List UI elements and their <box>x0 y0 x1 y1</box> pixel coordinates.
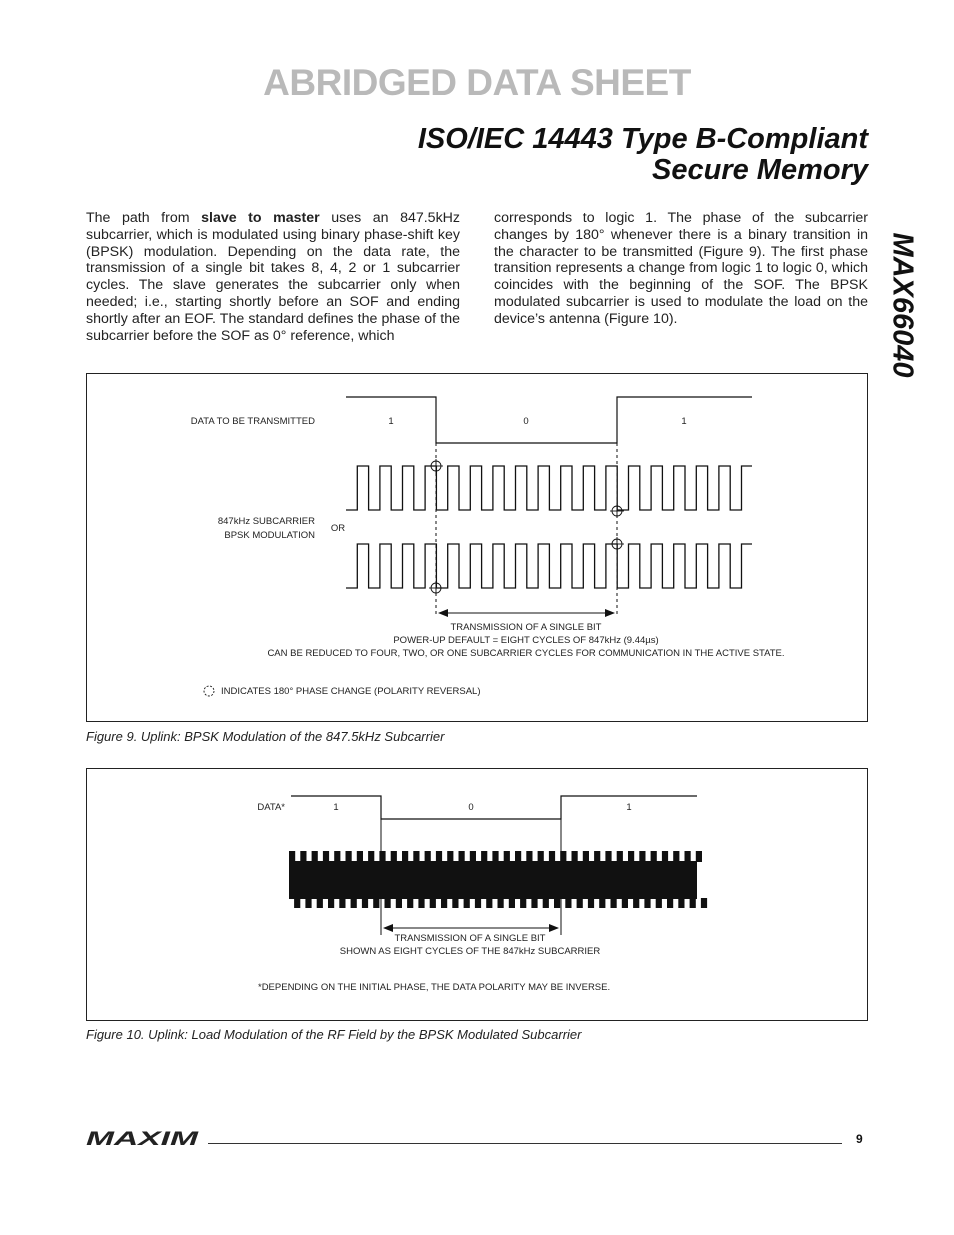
fig10-carrier-tooth-top <box>549 851 555 862</box>
fig10-carrier-tooth-bottom <box>317 898 323 908</box>
fig10-bit-3: 1 <box>626 802 632 813</box>
fig10-carrier-tooth-bottom <box>667 898 673 908</box>
figure-10-box <box>86 768 868 1021</box>
part-number-text: MAX66040 <box>886 232 919 378</box>
fig10-carrier-tooth-top <box>617 851 623 862</box>
fig10-carrier-tooth-top <box>605 851 611 862</box>
fig10-carrier-tooth-top <box>515 851 521 862</box>
fig10-carrier-tooth-bottom <box>498 898 504 908</box>
fig10-carrier-tooth-top <box>685 851 691 862</box>
fig10-carrier-tooth-top <box>391 851 397 862</box>
fig10-carrier-tooth-top <box>696 851 702 862</box>
fig10-note-line-1: TRANSMISSION OF A SINGLE BIT <box>394 933 546 944</box>
fig9-bit-3: 1 <box>681 416 687 427</box>
fig10-data-waveform <box>291 796 697 819</box>
fig10-carrier-tooth-bottom <box>373 898 379 908</box>
fig10-carrier-tooth-top <box>481 851 487 862</box>
figure-9-caption: Figure 9. Uplink: BPSK Modulation of the 847.5kHz Subcarrier <box>86 729 445 744</box>
fig10-carrier-tooth-top <box>346 851 352 862</box>
fig10-carrier-tooth-bottom <box>294 898 300 908</box>
body-column-left <box>86 210 460 344</box>
fig10-arrow-head-right <box>549 924 559 932</box>
fig10-carrier-tooth-top <box>673 851 679 862</box>
fig10-data-label: DATA* <box>257 802 285 813</box>
fig10-carrier-tooth-bottom <box>588 898 594 908</box>
footer-rule <box>208 1143 842 1144</box>
fig10-carrier-tooth-bottom <box>430 898 436 908</box>
title-line-2: Secure Memory <box>652 154 868 186</box>
fig10-carrier-tooth-bottom <box>407 898 413 908</box>
fig10-carrier-tooth-top <box>357 851 363 862</box>
fig10-carrier-tooth-top <box>628 851 634 862</box>
fig10-carrier-tooth-top <box>594 851 600 862</box>
fig10-carrier-tooth-top <box>323 851 329 862</box>
fig10-carrier-band-core <box>289 861 697 899</box>
fig10-carrier-tooth-bottom <box>509 898 515 908</box>
fig10-carrier-tooth-bottom <box>464 898 470 908</box>
fig10-carrier-tooth-bottom <box>475 898 481 908</box>
fig10-arrow-head-left <box>383 924 393 932</box>
fig10-carrier-tooth-bottom <box>486 898 492 908</box>
fig10-carrier-tooth-bottom <box>690 898 696 908</box>
fig10-carrier-tooth-top <box>334 851 340 862</box>
fig10-carrier-tooth-top <box>402 851 408 862</box>
figure-9-box <box>86 373 868 722</box>
fig10-modulated-carrier-band <box>289 851 707 908</box>
fig10-carrier-tooth-top <box>470 851 476 862</box>
maxim-logo <box>86 1129 200 1147</box>
fig10-carrier-tooth-top <box>583 851 589 862</box>
fig10-carrier-tooth-top <box>379 851 385 862</box>
fig9-arrow-head-right <box>605 609 615 617</box>
fig10-carrier-tooth-bottom <box>678 898 684 908</box>
title-line-1: ISO/IEC 14443 Type B-Compliant <box>417 123 868 155</box>
fig10-carrier-tooth-bottom <box>543 898 549 908</box>
fig9-subcarrier-wave-a <box>346 466 752 510</box>
fig10-carrier-tooth-bottom <box>554 898 560 908</box>
fig10-carrier-tooth-bottom <box>656 898 662 908</box>
fig10-carrier-tooth-bottom <box>441 898 447 908</box>
fig10-carrier-tooth-top <box>447 851 453 862</box>
fig10-carrier-tooth-top <box>413 851 419 862</box>
fig10-carrier-tooth-bottom <box>396 898 402 908</box>
fig10-carrier-tooth-bottom <box>599 898 605 908</box>
legend-phase-circle-icon <box>204 686 214 696</box>
fig10-carrier-tooth-bottom <box>633 898 639 908</box>
fig10-carrier-tooth-top <box>572 851 578 862</box>
fig10-carrier-tooth-bottom <box>418 898 424 908</box>
fig10-carrier-tooth-bottom <box>611 898 617 908</box>
fig10-carrier-tooth-top <box>492 851 498 862</box>
page-title <box>418 124 868 186</box>
fig9-data-label: DATA TO BE TRANSMITTED <box>190 416 315 427</box>
fig10-carrier-tooth-bottom <box>351 898 357 908</box>
maxim-logo-text: MAXIM <box>86 1129 200 1147</box>
fig10-carrier-tooth-top <box>504 851 510 862</box>
fig10-carrier-tooth-bottom <box>622 898 628 908</box>
fig9-subcarrier-label-2: BPSK MODULATION <box>224 530 315 541</box>
fig10-carrier-tooth-top <box>459 851 465 862</box>
fig10-carrier-tooth-top <box>368 851 374 862</box>
fig10-bit-2: 0 <box>468 802 474 813</box>
fig9-note-line-1: TRANSMISSION OF A SINGLE BIT <box>450 622 602 633</box>
figure-10-caption: Figure 10. Uplink: Load Modulation of the RF Field by the BPSK Modulated Subcarrier <box>86 1027 582 1042</box>
fig9-subcarrier-wave-b <box>346 544 752 588</box>
part-number-vertical <box>872 210 932 400</box>
fig10-bit-duration-arrow <box>383 924 559 932</box>
fig10-bit-1: 1 <box>333 802 339 813</box>
fig10-carrier-tooth-bottom <box>328 898 334 908</box>
fig9-bit-2: 0 <box>523 416 529 427</box>
fig10-carrier-tooth-bottom <box>305 898 311 908</box>
fig10-footnote: *DEPENDING ON THE INITIAL PHASE, THE DATA POLARITY MAY BE INVERSE. <box>258 982 611 993</box>
page-number: 9 <box>856 1132 863 1146</box>
fig10-carrier-tooth-bottom <box>385 898 391 908</box>
body-left-post: uses an 847.5kHz subcarrier, which is modulated using binary phase-shift key (BPSK) modulation. Depending on the data rate, the transmission of a single bit takes 8, 4, 2 or 1 subcarrier cycles. The slave generates the subcarrier only when needed; i.e., starting shortly before an SOF and ending shortly after an EOF. The standard defines the phase of the subcarrier before the SOF as 0° reference, which <box>86 210 461 344</box>
fig10-carrier-tooth-top <box>436 851 442 862</box>
fig10-carrier-tooth-top <box>300 851 306 862</box>
fig10-carrier-tooth-top <box>538 851 544 862</box>
fig10-carrier-tooth-bottom <box>531 898 537 908</box>
fig10-carrier-tooth-top <box>312 851 318 862</box>
fig9-arrow-head-left <box>438 609 448 617</box>
fig10-carrier-tooth-top <box>662 851 668 862</box>
figure-10-diagram <box>87 769 867 1020</box>
fig10-carrier-tooth-top <box>526 851 532 862</box>
fig10-carrier-tooth-bottom <box>701 898 707 908</box>
fig10-carrier-tooth-bottom <box>565 898 571 908</box>
body-left-pre: The path from <box>86 210 202 226</box>
fig9-bit-1: 1 <box>388 416 394 427</box>
fig10-carrier-tooth-bottom <box>362 898 368 908</box>
figure-9-diagram <box>87 374 867 721</box>
fig9-note-line-3: CAN BE REDUCED TO FOUR, TWO, OR ONE SUBCARRIER CYCLES FOR COMMUNICATION IN THE ACTIVE STATE. <box>267 648 785 659</box>
fig10-carrier-tooth-top <box>289 851 295 862</box>
fig9-data-waveform <box>346 397 752 443</box>
abridged-banner: ABRIDGED DATA SHEET <box>263 62 691 103</box>
fig9-bit-duration-arrow <box>438 609 615 617</box>
fig10-carrier-tooth-bottom <box>644 898 650 908</box>
fig10-carrier-tooth-top <box>639 851 645 862</box>
body-left-bold: slave to master <box>201 210 320 226</box>
fig10-carrier-tooth-bottom <box>339 898 345 908</box>
body-column-right: corresponds to logic 1. The phase of the subcarrier changes by 180° whenever there is a binary transition in the character to be transmitted (Figure 9). The first phase transition represents a change from logic 1 to logic 0, which coincides with the beginning of the SOF. The BPSK modulated subcarrier is used to modulate the load on the device’s antenna (Figure 10). <box>494 210 868 327</box>
fig9-or-label: OR <box>330 523 346 534</box>
fig10-carrier-tooth-bottom <box>577 898 583 908</box>
fig10-carrier-tooth-top <box>651 851 657 862</box>
fig9-legend-text: INDICATES 180° PHASE CHANGE (POLARITY REVERSAL) <box>221 686 481 697</box>
fig10-carrier-tooth-bottom <box>452 898 458 908</box>
fig10-carrier-tooth-top <box>425 851 431 862</box>
fig10-carrier-tooth-bottom <box>520 898 526 908</box>
fig9-subcarrier-label-1: 847kHz SUBCARRIER <box>217 516 315 527</box>
fig9-note-line-2: POWER-UP DEFAULT = EIGHT CYCLES OF 847kHz (9.44µs) <box>393 635 659 646</box>
fig10-note-line-2: SHOWN AS EIGHT CYCLES OF THE 847kHz SUBCARRIER <box>339 946 601 957</box>
